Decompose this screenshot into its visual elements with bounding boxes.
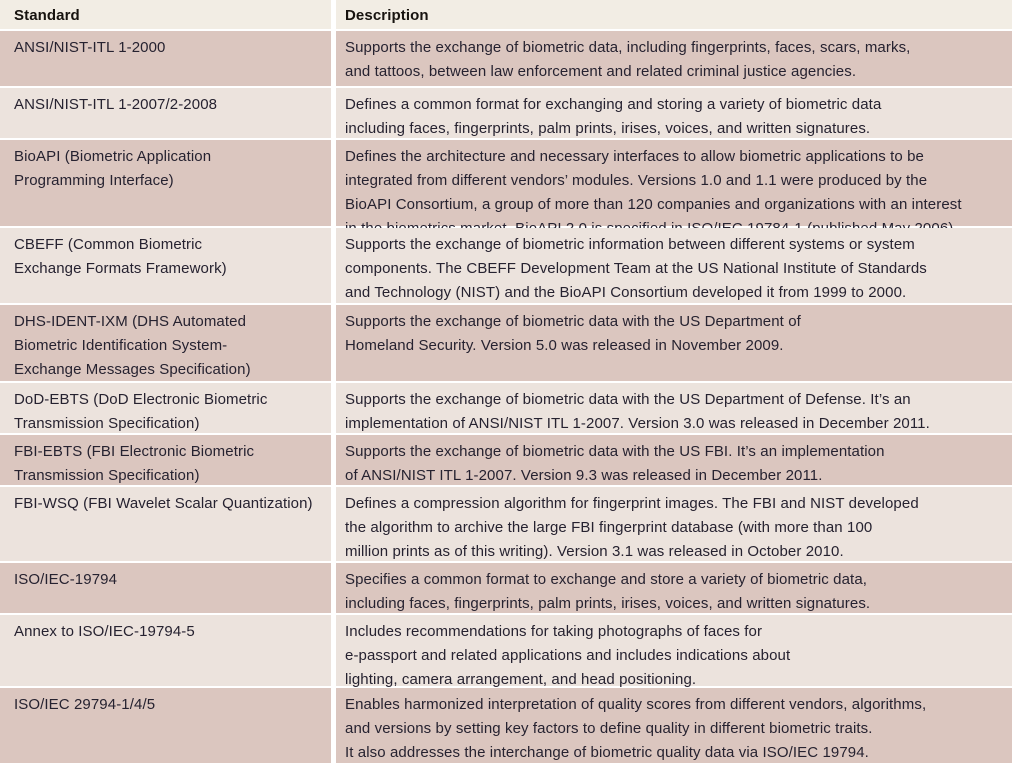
- table-row: [0, 383, 1012, 433]
- description-cell: Supports the exchange of biometric data with the US Department of Homeland Security. Version 5.0 was released in November 2009.: [336, 305, 1012, 381]
- table-header-row: [0, 0, 1012, 29]
- table-row: [0, 487, 1012, 561]
- description-cell: Supports the exchange of biometric information between different systems or system components. The CBEFF Development Team at the US National Institute of Standards and Technology (NIST) and the BioAPI Consortium developed it from 1999 to 2000.: [336, 228, 1012, 303]
- standard-cell: DHS-IDENT-IXM (DHS Automated Biometric Identification System- Exchange Messages Specification): [0, 305, 331, 381]
- description-cell: Enables harmonized interpretation of quality scores from different vendors, algorithms, and versions by setting key factors to define quality in different biometric traits. It also addresses the interchange of biometric quality data via ISO/IEC 19794.: [336, 688, 1012, 763]
- table-row: [0, 228, 1012, 303]
- column-header-description: Description: [336, 0, 1012, 29]
- table-row: [0, 140, 1012, 226]
- description-cell: Supports the exchange of biometric data with the US Department of Defense. It’s an implementation of ANSI/NIST ITL 1-2007. Version 3.0 was released in December 2011.: [336, 383, 1012, 433]
- table-row: [0, 688, 1012, 763]
- description-cell: Includes recommendations for taking photographs of faces for e-passport and related applications and includes indications about lighting, camera arrangement, and head positioning.: [336, 615, 1012, 686]
- column-header-standard: Standard: [0, 0, 331, 29]
- standard-cell: ANSI/NIST-ITL 1-2007/2-2008: [0, 88, 331, 138]
- standard-cell: ISO/IEC-19794: [0, 563, 331, 613]
- table-row: [0, 305, 1012, 381]
- standard-cell: DoD-EBTS (DoD Electronic Biometric Transmission Specification): [0, 383, 331, 433]
- description-cell: Defines a common format for exchanging and storing a variety of biometric data including faces, fingerprints, palm prints, irises, voices, and written signatures.: [336, 88, 1012, 138]
- table-row: [0, 31, 1012, 86]
- description-cell: Supports the exchange of biometric data, including fingerprints, faces, scars, marks, and tattoos, between law enforcement and related criminal justice agencies.: [336, 31, 1012, 86]
- table-row: [0, 615, 1012, 686]
- standard-cell: CBEFF (Common Biometric Exchange Formats Framework): [0, 228, 331, 303]
- standard-cell: FBI-WSQ (FBI Wavelet Scalar Quantization): [0, 487, 331, 561]
- standard-cell: ISO/IEC 29794-1/4/5: [0, 688, 331, 763]
- standard-cell: Annex to ISO/IEC-19794-5: [0, 615, 331, 686]
- description-cell: Supports the exchange of biometric data with the US FBI. It’s an implementation of ANSI/NIST ITL 1-2007. Version 9.3 was released in December 2011.: [336, 435, 1012, 485]
- standard-cell: ANSI/NIST-ITL 1-2000: [0, 31, 331, 86]
- description-cell: Specifies a common format to exchange and store a variety of biometric data, including faces, fingerprints, palm prints, irises, voices, and written signatures.: [336, 563, 1012, 613]
- table-row: [0, 88, 1012, 138]
- description-cell: Defines a compression algorithm for fingerprint images. The FBI and NIST developed the algorithm to archive the large FBI fingerprint database (with more than 100 million prints as of this writing). Version 3.1 was released in October 2010.: [336, 487, 1012, 561]
- standard-cell: BioAPI (Biometric Application Programming Interface): [0, 140, 331, 226]
- description-cell: Defines the architecture and necessary interfaces to allow biometric applications to be integrated from different vendors’ modules. Versions 1.0 and 1.1 were produced by the BioAPI Consortium, a group of more than 120 companies and organizations with an interest: [336, 140, 1012, 226]
- table-row: [0, 435, 1012, 485]
- standard-cell: FBI-EBTS (FBI Electronic Biometric Transmission Specification): [0, 435, 331, 485]
- table-row: [0, 563, 1012, 613]
